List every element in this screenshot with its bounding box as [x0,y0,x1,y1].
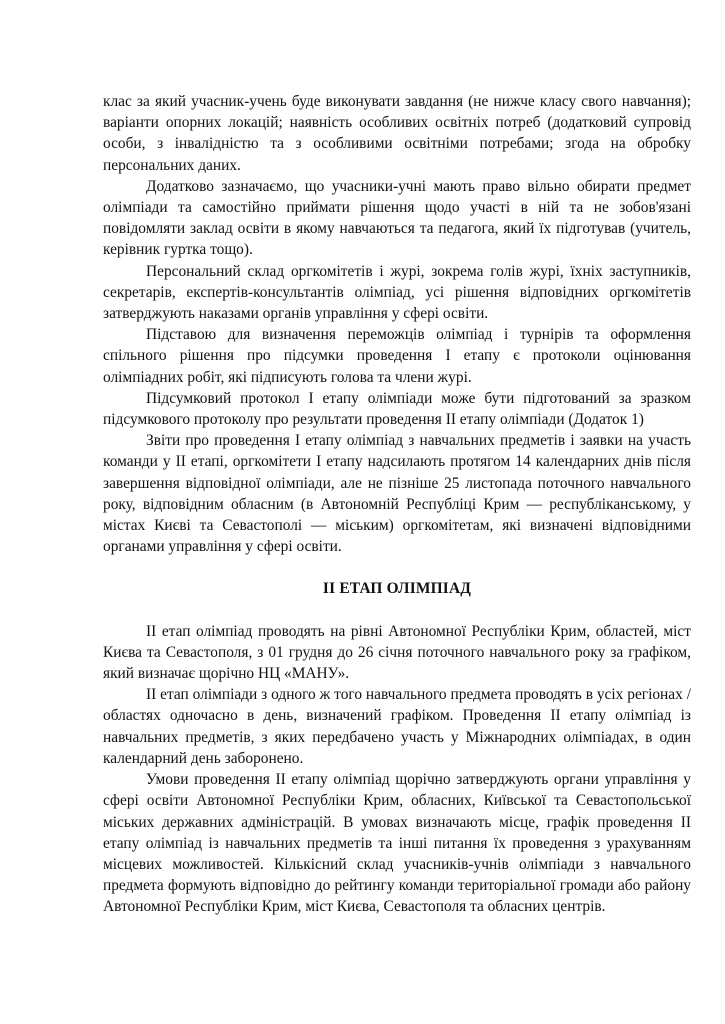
paragraph-8: ІІ етап олімпіади з одного ж того навчального предмета проводять в усіх регіонах / областях одночасно в день, визначений графіком. Проведення ІІ етапу олімпіад із навчальних предметів, з яких передбачено участь у Міжнародних олімпіадах, в один календарний день заборонено. [103,686,691,767]
paragraph-6: Звіти про проведення І етапу олімпіад з навчальних предметів і заявки на участь команди у ІІ етапі, оргкомітети І етапу надсилають протягом 14 календарних днів після завершення відповідної олімпіади, але не пізніше 25 листопада поточного навчального року, відповідним обласним (в Автономній Республіці Крим — республіканському, у містах Києві та Севастополі — міським) оргкомітетам, які визначені відповідними органами управління у сфері освіти. [103,432,691,556]
paragraph-2: Додатково зазначаємо, що учасники-учні мають право вільно обирати предмет олімпіади та самостійно приймати рішення щодо участі в ній та не зобов'язані повідомляти заклад освіти в якому навчаються та педагога, який їх підготував (учитель, керівник гуртка тощо). [103,177,691,259]
paragraph-3: Персональний склад оргкомітетів і журі, зокрема голів журі, їхніх заступників, секретарів, експертів-консультантів олімпіад, усі рішення відповідних оргкомітетів затверджують наказами органів управління у сфері освіти. [103,262,691,323]
paragraph-4: Підставою для визначення переможців олімпіад і турнірів та оформлення спільного рішення про підсумки проведення І етапу є протоколи оцінювання олімпіадних робіт, які підписують голова та члени журі. [103,326,691,386]
paragraph-1: клас за який учасник-учень буде виконувати завдання (не нижче класу свого навчання); варіанти опорних локацій; наявність особливих освітніх потреб (додатковий супровід особи, з інвалідністю та з особливими освітніми потребами; згода на обробку персональних даних. [103,93,691,174]
section-heading: ІІ ЕТАП ОЛІМПІАД [322,580,472,598]
paragraph-7: ІІ етап олімпіад проводять на рівні Автономної Республіки Крим, областей, міст Києва та Севастополя, з 01 грудня до 26 січня поточного навчального року за графіком, який визначає щорічно НЦ «МАНУ». [103,622,691,683]
spacer [103,600,691,621]
spacer [103,557,691,578]
document-page [103,91,691,918]
paragraph-5: Підсумковий протокол І етапу олімпіади може бути підготований за зразком підсумкового протоколу про результати проведення ІІ етапу олімпіади (Додаток 1) [103,389,691,429]
paragraph-9: Умови проведення ІІ етапу олімпіад щорічно затверджують органи управління у сфері освіти Автономної Республіки Крим, обласних, Київської та Севастопольської міських державних адміністрацій. В умовах визначають місце, графік проведення ІІ етапу олімпіад із навчальних предметів та інші питання їх проведення з урахуванням місцевих можливостей. Кількісний склад учасників-учнів олімпіади з навчального предмета формують відповідно до рейтингу команди територіальної громади або району Автономної Республіки Крим, міст Києва, Севастополя та обласних центрів. [103,771,691,916]
